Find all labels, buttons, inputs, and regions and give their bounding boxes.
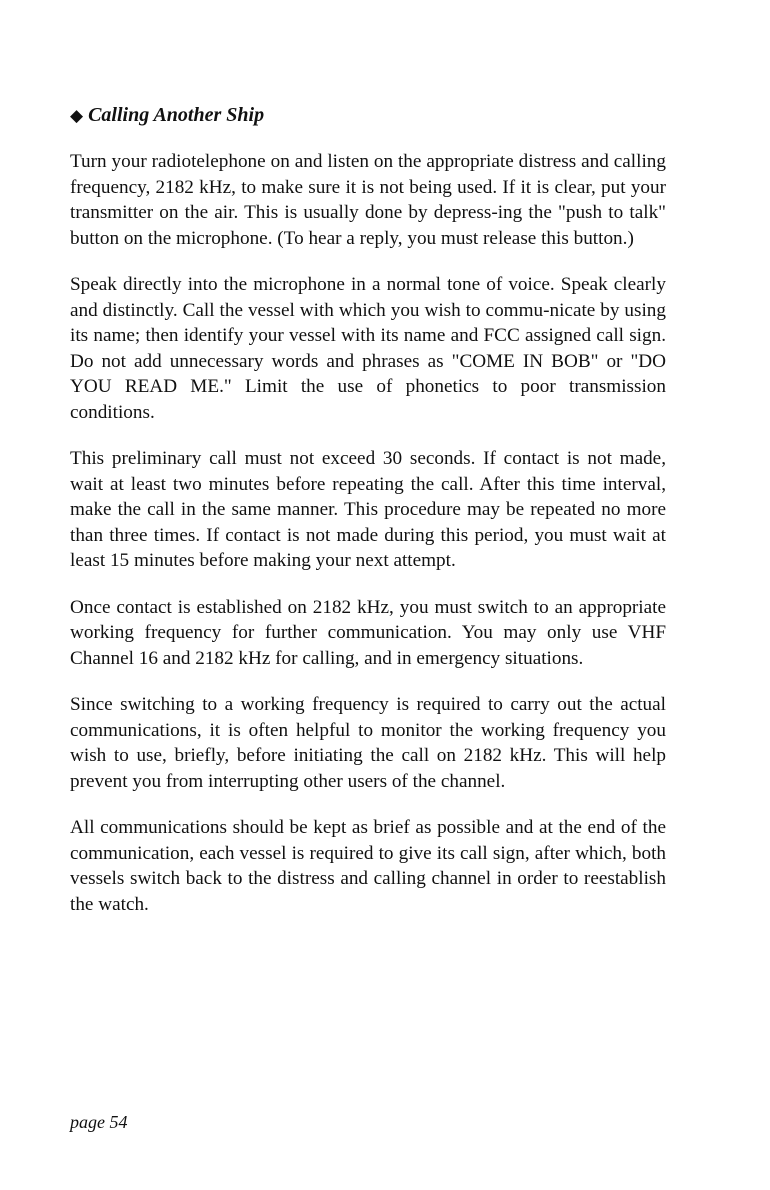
paragraph-5: Since switching to a working frequency is required to carry out the actual communications, it is often helpful to monitor the working frequency you wish to use, briefly, before initiating the call on 2182 kHz. This will help prevent you from interrupting other users of the channel. <box>70 694 666 792</box>
paragraph-6: All communications should be kept as brief as possible and at the end of the communication, each vessel is required to give its call sign, after which, both vessels switch back to the distress and calling channel in order to reestablish the watch. <box>70 817 666 915</box>
paragraph-3: This preliminary call must not exceed 30 seconds. If contact is not made, wait at least two minutes before repeating the call. After this time interval, make the call in the same manner. This procedure may be repeated no more than three times. If contact is not made during this period, you must wait at least 15 minutes before making your next attempt. <box>70 448 666 571</box>
section-heading <box>70 100 666 131</box>
page-content <box>70 100 666 938</box>
paragraph-1: Turn your radiotelephone on and listen on the appropriate distress and calling frequency, 2182 kHz, to make sure it is not being used. If it is clear, put your transmitter on the air. This is usually done by depress-ing the "push to talk" button on the microphone. (To hear a reply, you must release this button.) <box>70 151 666 249</box>
paragraph-4: Once contact is established on 2182 kHz, you must switch to an appropriate working frequency for further communication. You may only use VHF Channel 16 and 2182 kHz for calling, and in emergency situations. <box>70 596 666 669</box>
section-heading-text: Calling Another Ship <box>88 104 265 126</box>
paragraph-2: Speak directly into the microphone in a normal tone of voice. Speak clearly and distinctly. Call the vessel with which you wish to commu-nicate by using its name; then identify your vessel with its name and FCC assigned call sign. Do not add unnecessary words and phrases as "COME IN BOB" or "DO YOU READ ME." Limit the use of phonetics to poor transmission conditions. <box>70 274 666 423</box>
diamond-bullet-icon: ◆ <box>70 106 84 126</box>
page-number: page 54 <box>70 1112 128 1132</box>
